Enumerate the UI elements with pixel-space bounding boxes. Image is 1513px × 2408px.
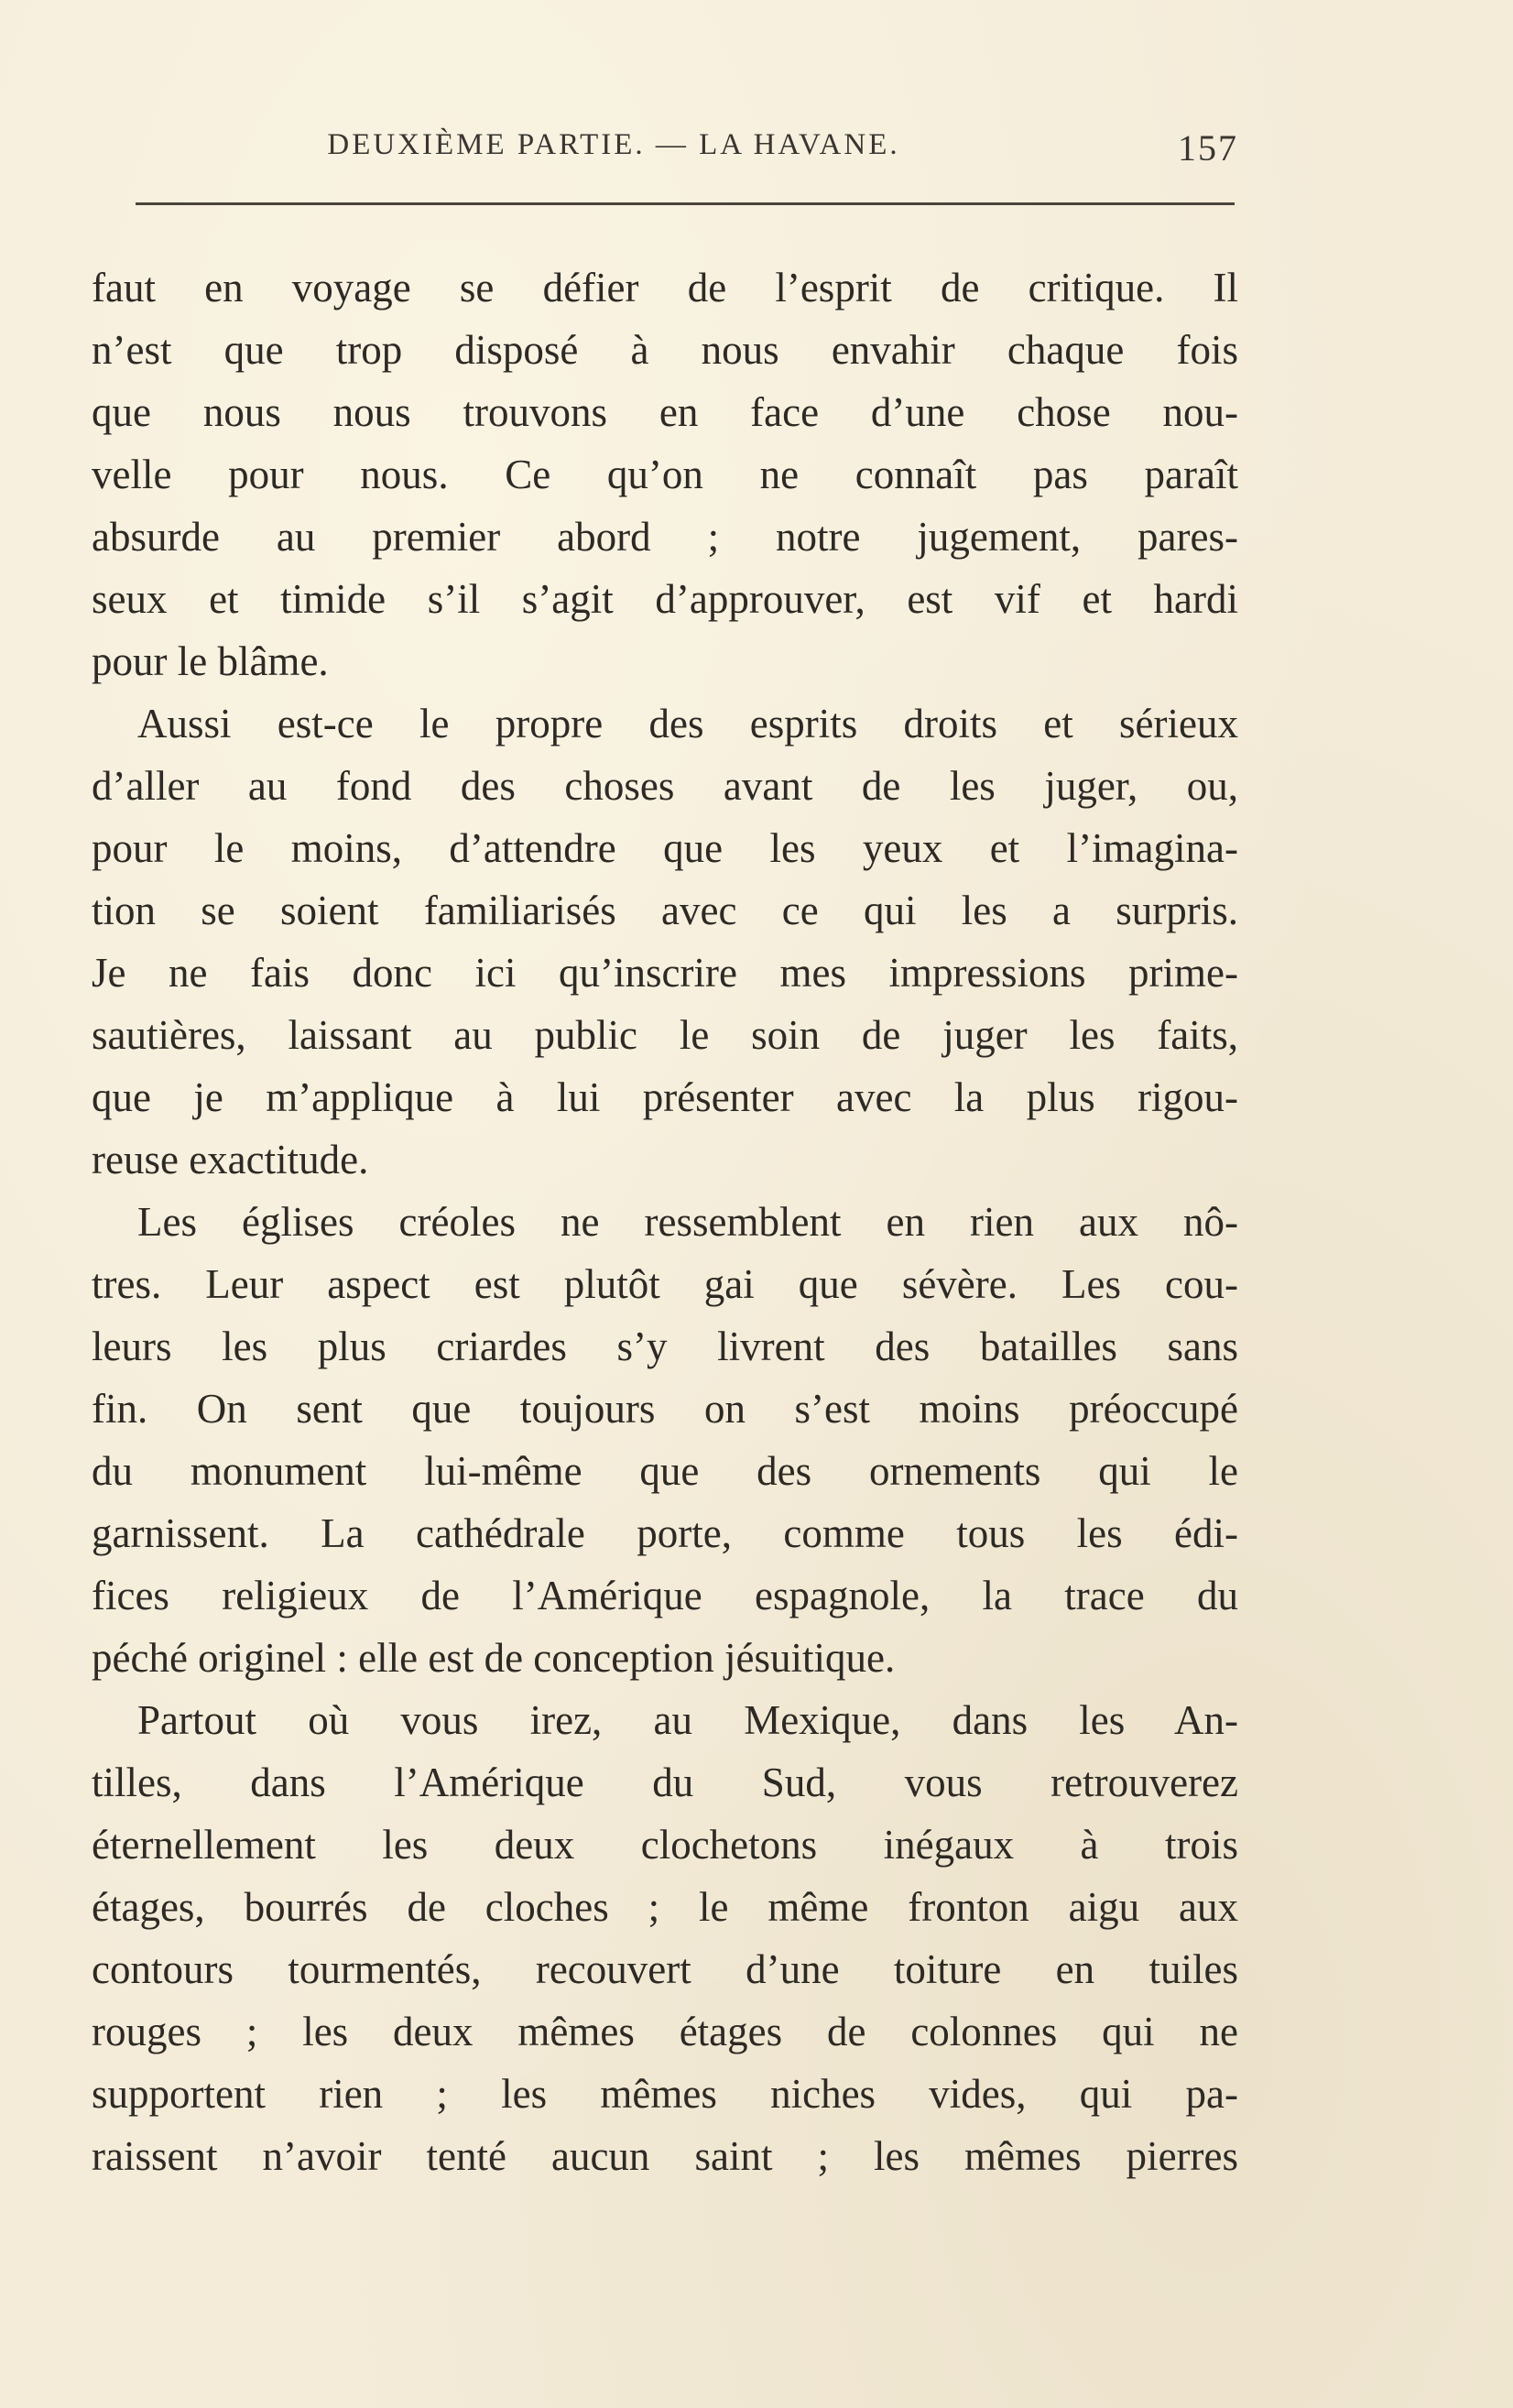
text-line: Partout où vous irez, au Mexique, dans les An- [137,1697,1238,1743]
text-line: péché originel : elle est de conception jésuitique. [92,1635,896,1681]
running-title: DEUXIÈME PARTIE. — LA HAVANE. [327,128,900,161]
text-line: fin. On sent que toujours on s’est moins préoccupé [92,1386,1238,1432]
text-line: n’est que trop disposé à nous envahir chaque fois [92,327,1238,373]
text-line: seux et timide s’il s’agit d’approuver, est vif et hardi [92,576,1238,622]
text-line: absurde au premier abord ; notre jugement, pares- [92,514,1238,560]
text-line: reuse exactitude. [92,1137,369,1182]
page-number: 157 [1178,127,1238,169]
text-line: supportent rien ; les mêmes niches vides, qui pa- [92,2071,1238,2117]
text-line: que je m’applique à lui présenter avec la plus rigou- [92,1074,1238,1120]
text-line: velle pour nous. Ce qu’on ne connaît pas paraît [92,452,1238,497]
body-text [92,256,1238,2187]
text-line: que nous nous trouvons en face d’une chose nou- [92,389,1238,435]
text-line: faut en voyage se défier de l’esprit de critique. Il [92,265,1238,311]
text-line: sautières, laissant au public le soin de juger les faits, [92,1012,1238,1058]
text-line: leurs les plus criardes s’y livrent des batailles sans [92,1324,1238,1369]
header-rule [136,202,1235,205]
text-line: tion se soient familiarisés avec ce qui les a surpris. [92,888,1238,933]
text-line: pour le blâme. [92,638,329,684]
text-line: rouges ; les deux mêmes étages de colonnes qui ne [92,2009,1238,2054]
text-line: Aussi est-ce le propre des esprits droits et sérieux [137,701,1238,746]
text-line: tilles, dans l’Amérique du Sud, vous retrouverez [92,1760,1238,1805]
text-line: fices religieux de l’Amérique espagnole, la trace du [92,1573,1238,1618]
text-line: d’aller au fond des choses avant de les juger, ou, [92,763,1238,809]
text-line: garnissent. La cathédrale porte, comme tous les édi- [92,1510,1238,1556]
text-line: tres. Leur aspect est plutôt gai que sévère. Les cou- [92,1261,1238,1307]
text-line: contours tourmentés, recouvert d’une toiture en tuiles [92,1946,1238,1992]
text-line: Je ne fais donc ici qu’inscrire mes impressions prime- [92,950,1238,996]
text-line: éternellement les deux clochetons inégaux à trois [92,1822,1238,1868]
text-line: pour le moins, d’attendre que les yeux et l’imagina- [92,825,1238,871]
running-head [92,128,1238,183]
book-page [92,0,1238,2408]
text-line: Les églises créoles ne ressemblent en rien aux nô- [137,1199,1238,1245]
text-line: raissent n’avoir tenté aucun saint ; les mêmes pierres [92,2133,1238,2179]
text-line: étages, bourrés de cloches ; le même fronton aigu aux [92,1884,1238,1930]
text-line: du monument lui-même que des ornements qui le [92,1448,1238,1494]
